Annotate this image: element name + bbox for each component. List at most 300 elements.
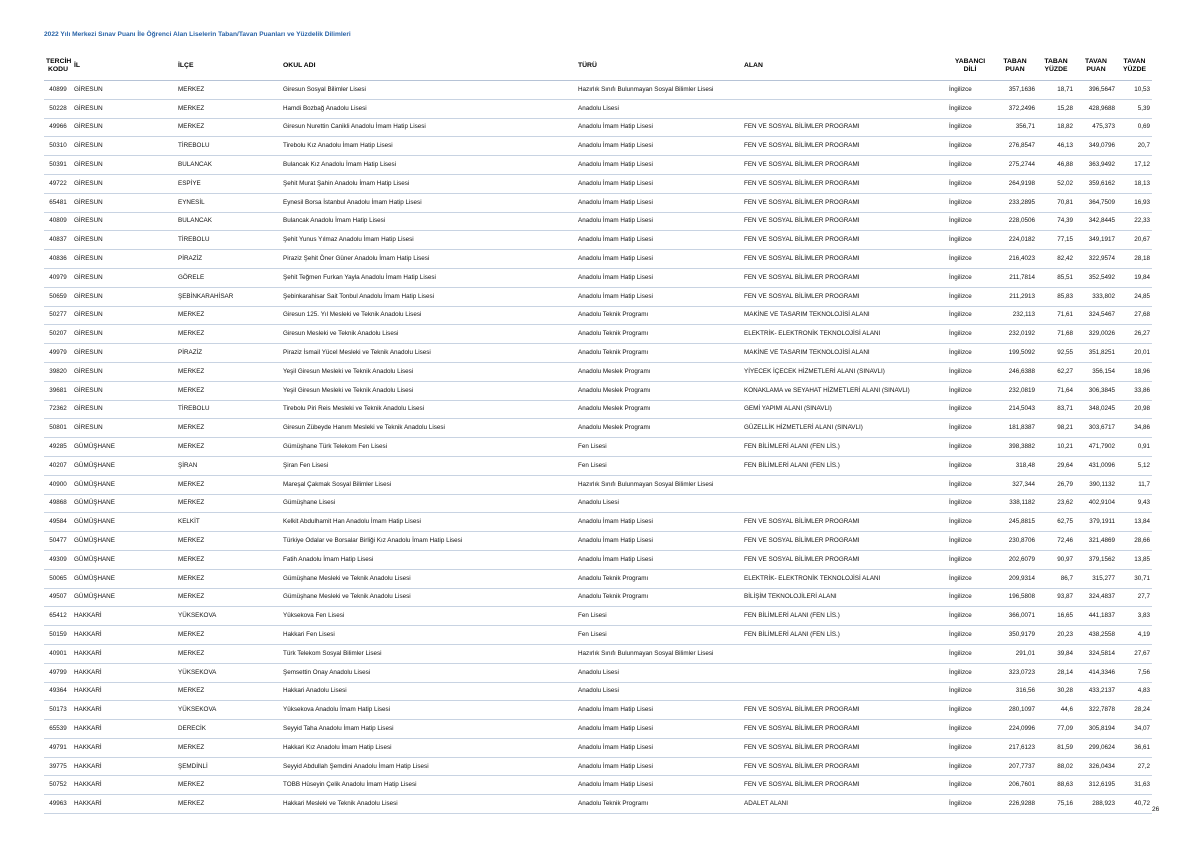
cell-dil: İngilizce (947, 118, 993, 137)
cell-ilce: MERKEZ (176, 438, 281, 457)
cell-taban-puan: 323,0723 (993, 663, 1037, 682)
cell-dil: İngilizce (947, 757, 993, 776)
cell-il: GİRESUN (72, 193, 176, 212)
cell-alan: ADALET ALANI (742, 795, 947, 814)
cell-kod: 49584 (44, 513, 72, 532)
cell-tavan-puan: 402,9104 (1075, 494, 1117, 513)
cell-alan (742, 494, 947, 513)
col-header-tavan-yuzde: TAVAN YÜZDE (1117, 52, 1152, 81)
cell-tavan-puan: 348,0245 (1075, 400, 1117, 419)
cell-il: GÜMÜŞHANE (72, 475, 176, 494)
cell-taban-yuzde: 16,65 (1037, 607, 1075, 626)
cell-taban-puan: 196,5808 (993, 588, 1037, 607)
cell-alan (742, 99, 947, 118)
table-row (44, 494, 1152, 513)
page-title: 2022 Yılı Merkezi Sınav Puanı İle Öğrenci Alan Liselerin Taban/Tavan Puanları ve Yüzdelik Dilimleri (44, 31, 351, 38)
cell-dil: İngilizce (947, 701, 993, 720)
cell-tur: Anadolu İmam Hatip Lisesi (576, 513, 742, 532)
cell-tavan-puan: 299,0624 (1075, 738, 1117, 757)
cell-kod: 50228 (44, 99, 72, 118)
cell-tur: Anadolu İmam Hatip Lisesi (576, 776, 742, 795)
cell-taban-yuzde: 23,62 (1037, 494, 1075, 513)
cell-okul: Giresun Nurettin Canikli Anadolu İmam Hatip Lisesi (281, 118, 576, 137)
cell-dil: İngilizce (947, 193, 993, 212)
cell-kod: 49791 (44, 738, 72, 757)
cell-taban-yuzde: 39,84 (1037, 644, 1075, 663)
cell-alan (742, 475, 947, 494)
cell-alan: GEMİ YAPIMI ALANI (SINAVLI) (742, 400, 947, 419)
cell-okul: Bulancak Anadolu İmam Hatip Lisesi (281, 212, 576, 231)
cell-il: HAKKARİ (72, 663, 176, 682)
cell-tur: Anadolu Meslek Programı (576, 381, 742, 400)
cell-okul: Kelkit Abdulhamit Han Anadolu İmam Hatip Lisesi (281, 513, 576, 532)
cell-tur: Hazırlık Sınıfı Bulunmayan Sosyal Bilimler Lisesi (576, 81, 742, 100)
cell-il: GÜMÜŞHANE (72, 532, 176, 551)
cell-okul: Eynesil Borsa İstanbul Anadolu İmam Hatip Lisesi (281, 193, 576, 212)
cell-dil: İngilizce (947, 137, 993, 156)
cell-taban-yuzde: 85,51 (1037, 268, 1075, 287)
cell-taban-puan: 216,4023 (993, 250, 1037, 269)
cell-tavan-yuzde: 28,66 (1117, 532, 1152, 551)
cell-il: HAKKARİ (72, 626, 176, 645)
cell-tavan-yuzde: 31,63 (1117, 776, 1152, 795)
cell-tavan-yuzde: 9,43 (1117, 494, 1152, 513)
cell-alan: FEN VE SOSYAL BİLİMLER PROGRAMI (742, 513, 947, 532)
cell-taban-yuzde: 98,21 (1037, 419, 1075, 438)
cell-tavan-puan: 428,9688 (1075, 99, 1117, 118)
cell-taban-yuzde: 30,28 (1037, 682, 1075, 701)
table-row (44, 475, 1152, 494)
cell-okul: Hamdi Bozbağ Anadolu Lisesi (281, 99, 576, 118)
cell-dil: İngilizce (947, 456, 993, 475)
cell-tur: Anadolu Lisesi (576, 494, 742, 513)
cell-kod: 49364 (44, 682, 72, 701)
cell-taban-puan: 211,7814 (993, 268, 1037, 287)
cell-taban-puan: 398,3882 (993, 438, 1037, 457)
cell-il: GİRESUN (72, 362, 176, 381)
table-row (44, 588, 1152, 607)
cell-tur: Anadolu Meslek Programı (576, 400, 742, 419)
table-row (44, 193, 1152, 212)
cell-dil: İngilizce (947, 381, 993, 400)
cell-tur: Anadolu İmam Hatip Lisesi (576, 193, 742, 212)
cell-taban-yuzde: 92,55 (1037, 344, 1075, 363)
table-row (44, 701, 1152, 720)
cell-taban-yuzde: 29,64 (1037, 456, 1075, 475)
cell-tur: Anadolu İmam Hatip Lisesi (576, 250, 742, 269)
table-row (44, 362, 1152, 381)
cell-kod: 72362 (44, 400, 72, 419)
cell-tavan-puan: 312,6195 (1075, 776, 1117, 795)
cell-okul: Piraziz İsmail Yücel Mesleki ve Teknik Anadolu Lisesi (281, 344, 576, 363)
cell-kod: 39820 (44, 362, 72, 381)
cell-il: GİRESUN (72, 287, 176, 306)
cell-alan: FEN VE SOSYAL BİLİMLER PROGRAMI (742, 156, 947, 175)
table-row (44, 663, 1152, 682)
cell-dil: İngilizce (947, 569, 993, 588)
cell-tavan-yuzde: 5,12 (1117, 456, 1152, 475)
cell-okul: Şehit Murat Şahin Anadolu İmam Hatip Lisesi (281, 174, 576, 193)
cell-tavan-yuzde: 4,19 (1117, 626, 1152, 645)
cell-taban-puan: 226,9288 (993, 795, 1037, 814)
cell-taban-yuzde: 62,27 (1037, 362, 1075, 381)
cell-tavan-yuzde: 3,83 (1117, 607, 1152, 626)
cell-tavan-yuzde: 18,13 (1117, 174, 1152, 193)
cell-tavan-yuzde: 27,7 (1117, 588, 1152, 607)
cell-okul: Şemsettin Onay Anadolu Lisesi (281, 663, 576, 682)
cell-tavan-yuzde: 11,7 (1117, 475, 1152, 494)
cell-il: GİRESUN (72, 400, 176, 419)
cell-alan: GÜZELLİK HİZMETLERİ ALANI (SINAVLI) (742, 419, 947, 438)
cell-tavan-puan: 326,0434 (1075, 757, 1117, 776)
cell-kod: 40899 (44, 81, 72, 100)
table-row (44, 607, 1152, 626)
table-row (44, 231, 1152, 250)
cell-taban-puan: 357,1636 (993, 81, 1037, 100)
cell-tavan-puan: 352,5492 (1075, 268, 1117, 287)
cell-tavan-puan: 396,5647 (1075, 81, 1117, 100)
cell-kod: 40836 (44, 250, 72, 269)
cell-ilce: MERKEZ (176, 306, 281, 325)
cell-tur: Fen Lisesi (576, 607, 742, 626)
cell-kod: 40979 (44, 268, 72, 287)
cell-ilce: MERKEZ (176, 381, 281, 400)
cell-dil: İngilizce (947, 287, 993, 306)
cell-taban-puan: 233,2895 (993, 193, 1037, 212)
table-row (44, 644, 1152, 663)
cell-dil: İngilizce (947, 550, 993, 569)
cell-taban-yuzde: 77,09 (1037, 720, 1075, 739)
cell-tur: Anadolu İmam Hatip Lisesi (576, 118, 742, 137)
cell-ilce: YÜKSEKOVA (176, 607, 281, 626)
cell-il: HAKKARİ (72, 738, 176, 757)
cell-dil: İngilizce (947, 268, 993, 287)
cell-taban-yuzde: 90,97 (1037, 550, 1075, 569)
cell-il: GİRESUN (72, 156, 176, 175)
cell-dil: İngilizce (947, 682, 993, 701)
cell-tavan-puan: 324,5467 (1075, 306, 1117, 325)
cell-okul: Şebinkarahisar Sait Tonbul Anadolu İmam Hatip Lisesi (281, 287, 576, 306)
cell-taban-puan: 366,0071 (993, 607, 1037, 626)
cell-alan: KONAKLAMA ve SEYAHAT HİZMETLERİ ALANI (SINAVLI) (742, 381, 947, 400)
cell-tavan-puan: 475,373 (1075, 118, 1117, 137)
cell-kod: 50159 (44, 626, 72, 645)
cell-tavan-yuzde: 16,93 (1117, 193, 1152, 212)
cell-kod: 49285 (44, 438, 72, 457)
cell-kod: 39681 (44, 381, 72, 400)
cell-taban-yuzde: 82,42 (1037, 250, 1075, 269)
cell-il: GİRESUN (72, 174, 176, 193)
cell-tavan-puan: 324,4837 (1075, 588, 1117, 607)
cell-il: GİRESUN (72, 137, 176, 156)
cell-taban-puan: 246,6388 (993, 362, 1037, 381)
cell-il: HAKKARİ (72, 795, 176, 814)
cell-ilce: ŞEMDİNLİ (176, 757, 281, 776)
cell-tavan-puan: 322,9574 (1075, 250, 1117, 269)
cell-tavan-yuzde: 13,85 (1117, 550, 1152, 569)
cell-taban-puan: 209,9314 (993, 569, 1037, 588)
cell-tavan-puan: 351,8251 (1075, 344, 1117, 363)
cell-tur: Anadolu Teknik Programı (576, 795, 742, 814)
cell-taban-puan: 211,2913 (993, 287, 1037, 306)
cell-tur: Anadolu İmam Hatip Lisesi (576, 156, 742, 175)
cell-tavan-yuzde: 20,7 (1117, 137, 1152, 156)
cell-alan: FEN VE SOSYAL BİLİMLER PROGRAMI (742, 776, 947, 795)
cell-taban-puan: 228,0506 (993, 212, 1037, 231)
cell-alan: FEN VE SOSYAL BİLİMLER PROGRAMI (742, 287, 947, 306)
cell-tavan-puan: 379,1911 (1075, 513, 1117, 532)
cell-okul: Hakkari Kız Anadolu İmam Hatip Lisesi (281, 738, 576, 757)
cell-alan: YİYECEK İÇECEK HİZMETLERİ ALANI (SINAVLI) (742, 362, 947, 381)
cell-okul: Hakkari Fen Lisesi (281, 626, 576, 645)
cell-tur: Anadolu Teknik Programı (576, 344, 742, 363)
cell-il: HAKKARİ (72, 682, 176, 701)
col-header-tavan-puan: TAVAN PUAN (1075, 52, 1117, 81)
cell-alan (742, 663, 947, 682)
cell-taban-puan: 199,5092 (993, 344, 1037, 363)
cell-ilce: MERKEZ (176, 682, 281, 701)
cell-tur: Anadolu İmam Hatip Lisesi (576, 738, 742, 757)
cell-il: GİRESUN (72, 250, 176, 269)
cell-tur: Anadolu Teknik Programı (576, 325, 742, 344)
cell-tur: Anadolu İmam Hatip Lisesi (576, 701, 742, 720)
cell-alan: FEN BİLİMLERİ ALANI (FEN LİS.) (742, 626, 947, 645)
cell-kod: 50277 (44, 306, 72, 325)
cell-ilce: MERKEZ (176, 325, 281, 344)
cell-taban-puan: 232,0819 (993, 381, 1037, 400)
cell-tur: Anadolu Teknik Programı (576, 306, 742, 325)
cell-tavan-yuzde: 20,01 (1117, 344, 1152, 363)
cell-dil: İngilizce (947, 81, 993, 100)
table-row (44, 569, 1152, 588)
cell-taban-yuzde: 75,16 (1037, 795, 1075, 814)
cell-taban-yuzde: 28,14 (1037, 663, 1075, 682)
cell-alan: FEN VE SOSYAL BİLİMLER PROGRAMI (742, 268, 947, 287)
table-row (44, 400, 1152, 419)
cell-tur: Anadolu İmam Hatip Lisesi (576, 550, 742, 569)
cell-ilce: MERKEZ (176, 362, 281, 381)
cell-dil: İngilizce (947, 626, 993, 645)
cell-taban-yuzde: 72,46 (1037, 532, 1075, 551)
cell-il: GİRESUN (72, 99, 176, 118)
cell-okul: Piraziz Şehit Öner Güner Anadolu İmam Hatip Lisesi (281, 250, 576, 269)
cell-alan: FEN VE SOSYAL BİLİMLER PROGRAMI (742, 212, 947, 231)
cell-tavan-yuzde: 0,69 (1117, 118, 1152, 137)
cell-okul: Gümüşhane Mesleki ve Teknik Anadolu Lisesi (281, 569, 576, 588)
page-number: 26 (1152, 806, 1160, 813)
cell-tur: Hazırlık Sınıfı Bulunmayan Sosyal Bilimler Lisesi (576, 644, 742, 663)
cell-tavan-yuzde: 4,83 (1117, 682, 1152, 701)
cell-tavan-puan: 438,2558 (1075, 626, 1117, 645)
cell-kod: 40900 (44, 475, 72, 494)
cell-dil: İngilizce (947, 325, 993, 344)
cell-taban-yuzde: 88,02 (1037, 757, 1075, 776)
cell-tavan-yuzde: 27,68 (1117, 306, 1152, 325)
cell-tavan-yuzde: 28,18 (1117, 250, 1152, 269)
cell-tur: Anadolu İmam Hatip Lisesi (576, 757, 742, 776)
cell-alan: FEN VE SOSYAL BİLİMLER PROGRAMI (742, 757, 947, 776)
cell-il: GİRESUN (72, 381, 176, 400)
cell-okul: Giresun Mesleki ve Teknik Anadolu Lisesi (281, 325, 576, 344)
table-row (44, 419, 1152, 438)
cell-tavan-puan: 431,0096 (1075, 456, 1117, 475)
table-row (44, 757, 1152, 776)
cell-taban-yuzde: 81,59 (1037, 738, 1075, 757)
table-row (44, 156, 1152, 175)
cell-tavan-yuzde: 13,84 (1117, 513, 1152, 532)
cell-alan: BİLİŞİM TEKNOLOJİLERİ ALANI (742, 588, 947, 607)
table-row (44, 212, 1152, 231)
table-row (44, 720, 1152, 739)
cell-tavan-yuzde: 36,61 (1117, 738, 1152, 757)
cell-kod: 40837 (44, 231, 72, 250)
table-row (44, 776, 1152, 795)
cell-ilce: MERKEZ (176, 776, 281, 795)
table-row (44, 325, 1152, 344)
cell-tur: Fen Lisesi (576, 456, 742, 475)
cell-il: GİRESUN (72, 325, 176, 344)
table-row (44, 795, 1152, 814)
cell-tavan-yuzde: 34,07 (1117, 720, 1152, 739)
cell-taban-yuzde: 46,13 (1037, 137, 1075, 156)
cell-taban-yuzde: 52,02 (1037, 174, 1075, 193)
cell-tavan-yuzde: 40,72 (1117, 795, 1152, 814)
cell-taban-yuzde: 70,81 (1037, 193, 1075, 212)
cell-taban-puan: 372,2496 (993, 99, 1037, 118)
cell-dil: İngilizce (947, 419, 993, 438)
cell-tavan-puan: 349,1917 (1075, 231, 1117, 250)
table-row (44, 381, 1152, 400)
cell-tur: Anadolu Meslek Programı (576, 362, 742, 381)
cell-okul: Seyyid Taha Anadolu İmam Hatip Lisesi (281, 720, 576, 739)
col-header-taban-yuzde: TABAN YÜZDE (1037, 52, 1075, 81)
cell-kod: 49963 (44, 795, 72, 814)
cell-kod: 50065 (44, 569, 72, 588)
table-row (44, 626, 1152, 645)
cell-taban-yuzde: 86,7 (1037, 569, 1075, 588)
cell-alan: FEN VE SOSYAL BİLİMLER PROGRAMI (742, 250, 947, 269)
cell-tur: Anadolu İmam Hatip Lisesi (576, 137, 742, 156)
cell-alan: MAKİNE VE TASARIM TEKNOLOJİSİ ALANI (742, 306, 947, 325)
cell-taban-yuzde: 15,28 (1037, 99, 1075, 118)
cell-alan (742, 644, 947, 663)
cell-il: GÜMÜŞHANE (72, 550, 176, 569)
cell-taban-puan: 356,71 (993, 118, 1037, 137)
cell-ilce: YÜKSEKOVA (176, 663, 281, 682)
cell-ilce: MERKEZ (176, 81, 281, 100)
cell-okul: Hakkari Mesleki ve Teknik Anadolu Lisesi (281, 795, 576, 814)
cell-tavan-puan: 315,277 (1075, 569, 1117, 588)
cell-kod: 65539 (44, 720, 72, 739)
cell-il: GÜMÜŞHANE (72, 588, 176, 607)
col-header-dil: YABANCI DİLİ (947, 52, 993, 81)
cell-okul: Tirebolu Piri Reis Mesleki ve Teknik Anadolu Lisesi (281, 400, 576, 419)
table-body (44, 81, 1152, 814)
cell-okul: Türkiye Odalar ve Borsalar Birliği Kız Anadolu İmam Hatip Lisesi (281, 532, 576, 551)
cell-dil: İngilizce (947, 174, 993, 193)
cell-tur: Fen Lisesi (576, 626, 742, 645)
cell-ilce: KELKİT (176, 513, 281, 532)
cell-kod: 40809 (44, 212, 72, 231)
cell-okul: Giresun 125. Yıl Mesleki ve Teknik Anadolu Lisesi (281, 306, 576, 325)
cell-ilce: DERECİK (176, 720, 281, 739)
table-row (44, 99, 1152, 118)
cell-tavan-puan: 379,1562 (1075, 550, 1117, 569)
table-row (44, 344, 1152, 363)
cell-ilce: ŞİRAN (176, 456, 281, 475)
cell-tur: Hazırlık Sınıfı Bulunmayan Sosyal Bilimler Lisesi (576, 475, 742, 494)
cell-kod: 39775 (44, 757, 72, 776)
cell-taban-yuzde: 18,82 (1037, 118, 1075, 137)
cell-tur: Anadolu İmam Hatip Lisesi (576, 287, 742, 306)
cell-tur: Anadolu Teknik Programı (576, 588, 742, 607)
cell-il: GİRESUN (72, 344, 176, 363)
cell-dil: İngilizce (947, 362, 993, 381)
cell-dil: İngilizce (947, 644, 993, 663)
cell-tavan-yuzde: 34,86 (1117, 419, 1152, 438)
cell-tavan-yuzde: 7,56 (1117, 663, 1152, 682)
cell-alan (742, 682, 947, 701)
cell-il: HAKKARİ (72, 701, 176, 720)
cell-ilce: PİRAZİZ (176, 250, 281, 269)
cell-tavan-yuzde: 10,53 (1117, 81, 1152, 100)
cell-ilce: MERKEZ (176, 569, 281, 588)
cell-tavan-puan: 349,0796 (1075, 137, 1117, 156)
cell-ilce: MERKEZ (176, 419, 281, 438)
cell-taban-puan: 230,8706 (993, 532, 1037, 551)
cell-tavan-puan: 414,3346 (1075, 663, 1117, 682)
cell-tavan-puan: 471,7902 (1075, 438, 1117, 457)
cell-taban-yuzde: 62,75 (1037, 513, 1075, 532)
cell-ilce: MERKEZ (176, 588, 281, 607)
cell-alan: FEN VE SOSYAL BİLİMLER PROGRAMI (742, 550, 947, 569)
cell-taban-yuzde: 26,79 (1037, 475, 1075, 494)
cell-ilce: MERKEZ (176, 118, 281, 137)
cell-taban-puan: 181,8387 (993, 419, 1037, 438)
cell-dil: İngilizce (947, 475, 993, 494)
cell-tur: Anadolu Lisesi (576, 682, 742, 701)
table-row (44, 137, 1152, 156)
cell-il: GİRESUN (72, 118, 176, 137)
cell-tavan-yuzde: 20,67 (1117, 231, 1152, 250)
cell-kod: 49868 (44, 494, 72, 513)
cell-il: HAKKARİ (72, 720, 176, 739)
cell-tavan-yuzde: 19,84 (1117, 268, 1152, 287)
cell-dil: İngilizce (947, 532, 993, 551)
cell-tavan-puan: 359,6162 (1075, 174, 1117, 193)
cell-tavan-yuzde: 33,86 (1117, 381, 1152, 400)
cell-alan: FEN VE SOSYAL BİLİMLER PROGRAMI (742, 738, 947, 757)
cell-taban-puan: 350,9179 (993, 626, 1037, 645)
cell-tur: Anadolu İmam Hatip Lisesi (576, 212, 742, 231)
cell-taban-puan: 207,7737 (993, 757, 1037, 776)
cell-kod: 49722 (44, 174, 72, 193)
cell-kod: 40207 (44, 456, 72, 475)
cell-il: GİRESUN (72, 268, 176, 287)
cell-alan: FEN BİLİMLERİ ALANI (FEN LİS.) (742, 607, 947, 626)
cell-alan: FEN VE SOSYAL BİLİMLER PROGRAMI (742, 174, 947, 193)
table-row (44, 174, 1152, 193)
cell-okul: Tirebolu Kız Anadolu İmam Hatip Lisesi (281, 137, 576, 156)
cell-ilce: ESPİYE (176, 174, 281, 193)
cell-taban-puan: 318,48 (993, 456, 1037, 475)
cell-alan (742, 81, 947, 100)
cell-il: GÜMÜŞHANE (72, 456, 176, 475)
cell-tavan-puan: 329,0026 (1075, 325, 1117, 344)
table-row (44, 682, 1152, 701)
table-row (44, 550, 1152, 569)
cell-tur: Anadolu İmam Hatip Lisesi (576, 268, 742, 287)
